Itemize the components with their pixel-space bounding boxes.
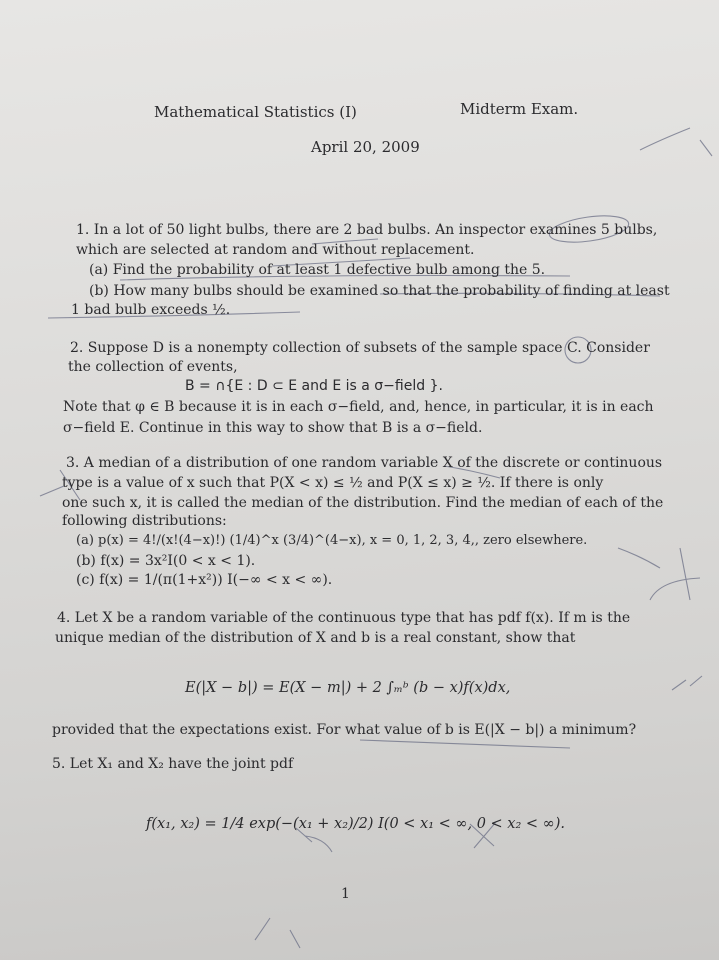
problem-2-line-5: σ−field E. Continue in this way to show that B is a σ−field. (63, 420, 483, 436)
problem-3-line-6: (b) f(x) = 3x²I(0 < x < 1). (76, 553, 256, 569)
exam-title: Midterm Exam. (460, 100, 579, 118)
problem-1-line-5: 1 bad bulb exceeds ½. (71, 302, 231, 318)
exam-date: April 20, 2009 (311, 138, 420, 156)
problem-2-line-2: the collection of events, (68, 359, 238, 375)
problem-4-line-3: provided that the expectations exist. For what value of b is E(|X − b|) a minimum? (52, 722, 637, 738)
problem-2-line-3: B = ∩{E : D ⊂ E and E is a σ−field }. (185, 378, 443, 394)
problem-5-formula: f(x₁, x₂) = 1/4 exp(−(x₁ + x₂)/2) I(0 < x₁ < ∞, 0 < x₂ < ∞). (146, 816, 566, 832)
problem-4-line-2: unique median of the distribution of X and b is a real constant, show that (55, 630, 576, 646)
problem-1-line-4: (b) How many bulbs should be examined so that the probability of finding at least (89, 283, 670, 299)
problem-4-line-1: 4. Let X be a random variable of the continuous type that has pdf f(x). If m is the (57, 610, 631, 626)
problem-4-formula: E(|X − b|) = E(X − m|) + 2 ∫ₘᵇ (b − x)f(x)dx, (185, 680, 511, 696)
course-title: Mathematical Statistics (I) (154, 103, 357, 121)
problem-3-line-4: following distributions: (62, 513, 227, 529)
problem-1-line-3: (a) Find the probability of at least 1 defective bulb among the 5. (89, 262, 546, 278)
problem-3-line-7: (c) f(x) = 1/(π(1+x²)) I(−∞ < x < ∞). (76, 572, 333, 588)
problem-2-line-1: 2. Suppose D is a nonempty collection of subsets of the sample space C. Consider (70, 340, 650, 356)
problem-1-line-2: which are selected at random and without replacement. (76, 242, 475, 258)
problem-5-line-1: 5. Let X₁ and X₂ have the joint pdf (52, 756, 294, 772)
problem-1-line-1: 1. In a lot of 50 light bulbs, there are 2 bad bulbs. An inspector examines 5 bulbs, (76, 222, 658, 238)
problem-2-line-4: Note that φ ∈ B because it is in each σ−field, and, hence, in particular, it is in each (63, 399, 654, 415)
problem-3-line-1: 3. A median of a distribution of one random variable X of the discrete or continuous (66, 455, 663, 471)
problem-3-line-2: type is a value of x such that P(X < x) ≤ ½ and P(X ≤ x) ≥ ½. If there is only (62, 475, 604, 491)
problem-3-line-5: (a) p(x) = 4!/(x!(4−x)!) (1/4)^x (3/4)^(4−x), x = 0, 1, 2, 3, 4,, zero elsewhere. (76, 533, 588, 548)
problem-3-line-3: one such x, it is called the median of the distribution. Find the median of each of the (62, 495, 664, 511)
page-number: 1 (341, 886, 350, 902)
